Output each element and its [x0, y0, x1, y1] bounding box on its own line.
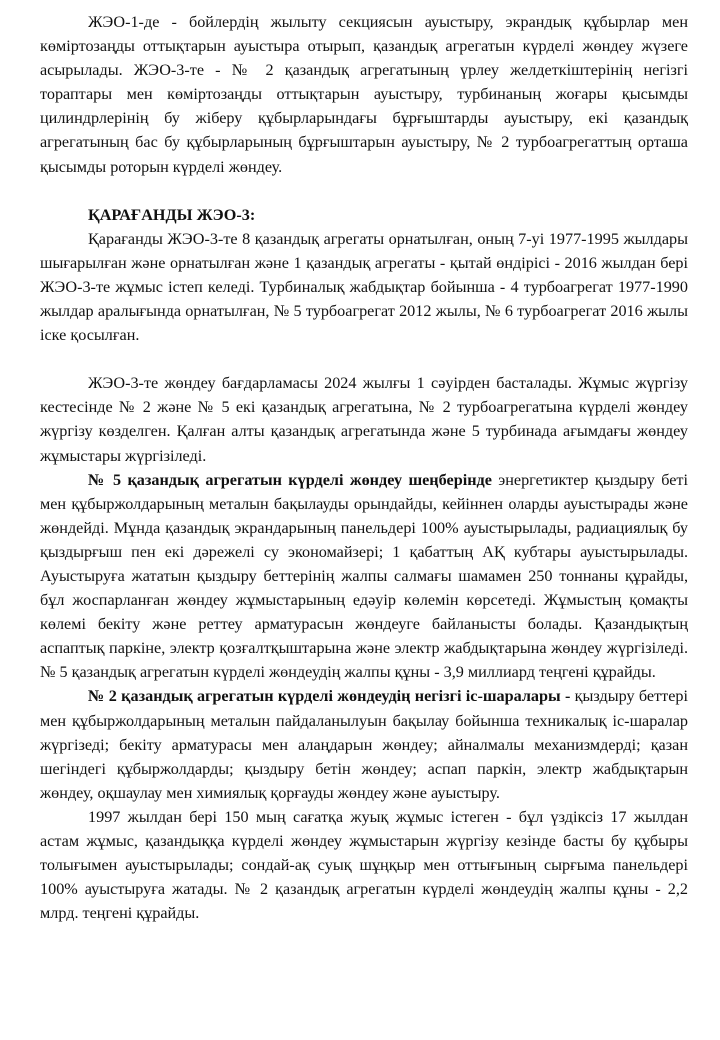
- paragraph-steam-pipeline: 1997 жылдан бері 150 мың сағатқа жуық жұмыс істеген - бұл үздіксіз 17 жылдан астам жұмыс, қазандыққа күрделі жөндеу жұмыстарын жүргізу кезінде басты бу құбыры толығымен ауыстырылады; сондай-ақ суық шұңқыр мен оттығының сырғыма панельдері 100% ауыстыруға жатады. № 2 қазандық агрегатын күрделі жөндеудің жалпы құны - 2,2 млрд. теңгені құрайды.: [40, 807, 688, 923]
- section-heading-karaganda-tpp3: ҚАРАҒАНДЫ ЖЭО-3:: [88, 205, 256, 224]
- paragraph-boiler2-measures: [40, 684, 688, 804]
- boiler5-body: энергетиктер қыздыру беті мен құбыржолдарының металын бақылауды орындайды, кейіннен оларды ауыстырады және жөндейді. Мұнда қазандық экрандарының панельдері 100% ауыстырылады, радиациялық бу қыздырғыш пен екі дәрежелі су экономайзері; 1 қабаттың АҚ кубтары ауыстырылады. Ауыстыруға жататын қыздыру беттерінің жалпы салмағы шамамен 250 тоннаны құрайды, бұл жоспарланған жөндеу жұмыстарының едәуір көлемін көрсетеді. Жұмыстың қомақты көлемі бекіту және реттеу арматурасын жөндеуге байланысты болады. Қазандықтың аспаптық паркіне, электр қозғалтқыштарына және электр жабдықтарына жөндеу жүргізіледі. № 5 қазандық агрегатын күрделі жөндеудің жалпы құны - 3,9 миллиард теңгені құрайды.: [40, 470, 689, 682]
- document-page: [40, 10, 688, 925]
- paragraph-tpp3-equipment: Қарағанды ЖЭО-3-те 8 қазандық агрегаты орнатылған, оның 7-уі 1977-1995 жылдары шығарылған және орнатылған және 1 қазандық агрегаты - қытай өндірісі - 2016 жылдан бері ЖЭО-3-те жұмыс істеп келеді. Турбиналық жабдықтар бойынша - 4 турбоагрегат 1977-1990 жылдар аралығында орнатылған, № 5 турбоагрегат 2012 жылы, № 6 турбоагрегат 2016 жылы іске қосылған.: [40, 229, 688, 345]
- paragraph-boiler5-overhaul: [40, 468, 688, 685]
- boiler2-lead: № 2 қазандық агрегатын күрделі жөндеудің негізгі іс-шаралары -: [88, 687, 571, 706]
- paragraph-tpp1-repairs: ЖЭО-1-де - бойлердің жылыту секциясын ауыстыру, экрандық құбырлар мен көміртозаңды оттықтарын ауыстыра отырып, қазандық агрегатын күрделі жөндеу жүзеге асырылады. ЖЭО-3-те - № 2 қазандық агрегатының үрлеу желдеткіштерінің негізгі тораптары мен көміртозаңды оттықтарын ауыстыру, турбинаның жоғары қысымды цилиндрлерінің бу жіберу құбырларындағы бұрғыштарды ауыстыру, екі қазандық агрегатының бас бу құбырларының бұрғыштарын ауыстыру, № 2 турбоагрегаттың орташа қысымды роторын күрделі жөндеу.: [40, 13, 688, 176]
- boiler5-lead: № 5 қазандық агрегатын күрделі жөндеу шеңберінде: [88, 470, 492, 489]
- paragraph-repair-program: ЖЭО-3-те жөндеу бағдарламасы 2024 жылғы 1 сәуірден басталады. Жұмыс жүргізу кестесінде № 2 және № 5 екі қазандық агрегатына, № 2 турбоагрегатына күрделі жөндеу жүргізу көзделген. Қалған алты қазандық агрегатында және 5 турбинада ағымдағы жөндеу жұмыстары жүргізіледі.: [40, 374, 688, 465]
- boiler2-body: қыздыру беттері мен құбыржолдарының металын пайдаланылуын бақылау бойынша техникалық іс-шаралар жүргізеді; бекіту арматурасы мен алаңдарын жөндеу; айналмалы механизмдерді; қазан шегіндегі құбыржолдарды; қыздыру бетін жөндеу; аспап паркін, электр жабдықтарын жөндеу, оқшаулау мен химиялық қорғауды жөндеу және ауыстыру.: [40, 687, 688, 802]
